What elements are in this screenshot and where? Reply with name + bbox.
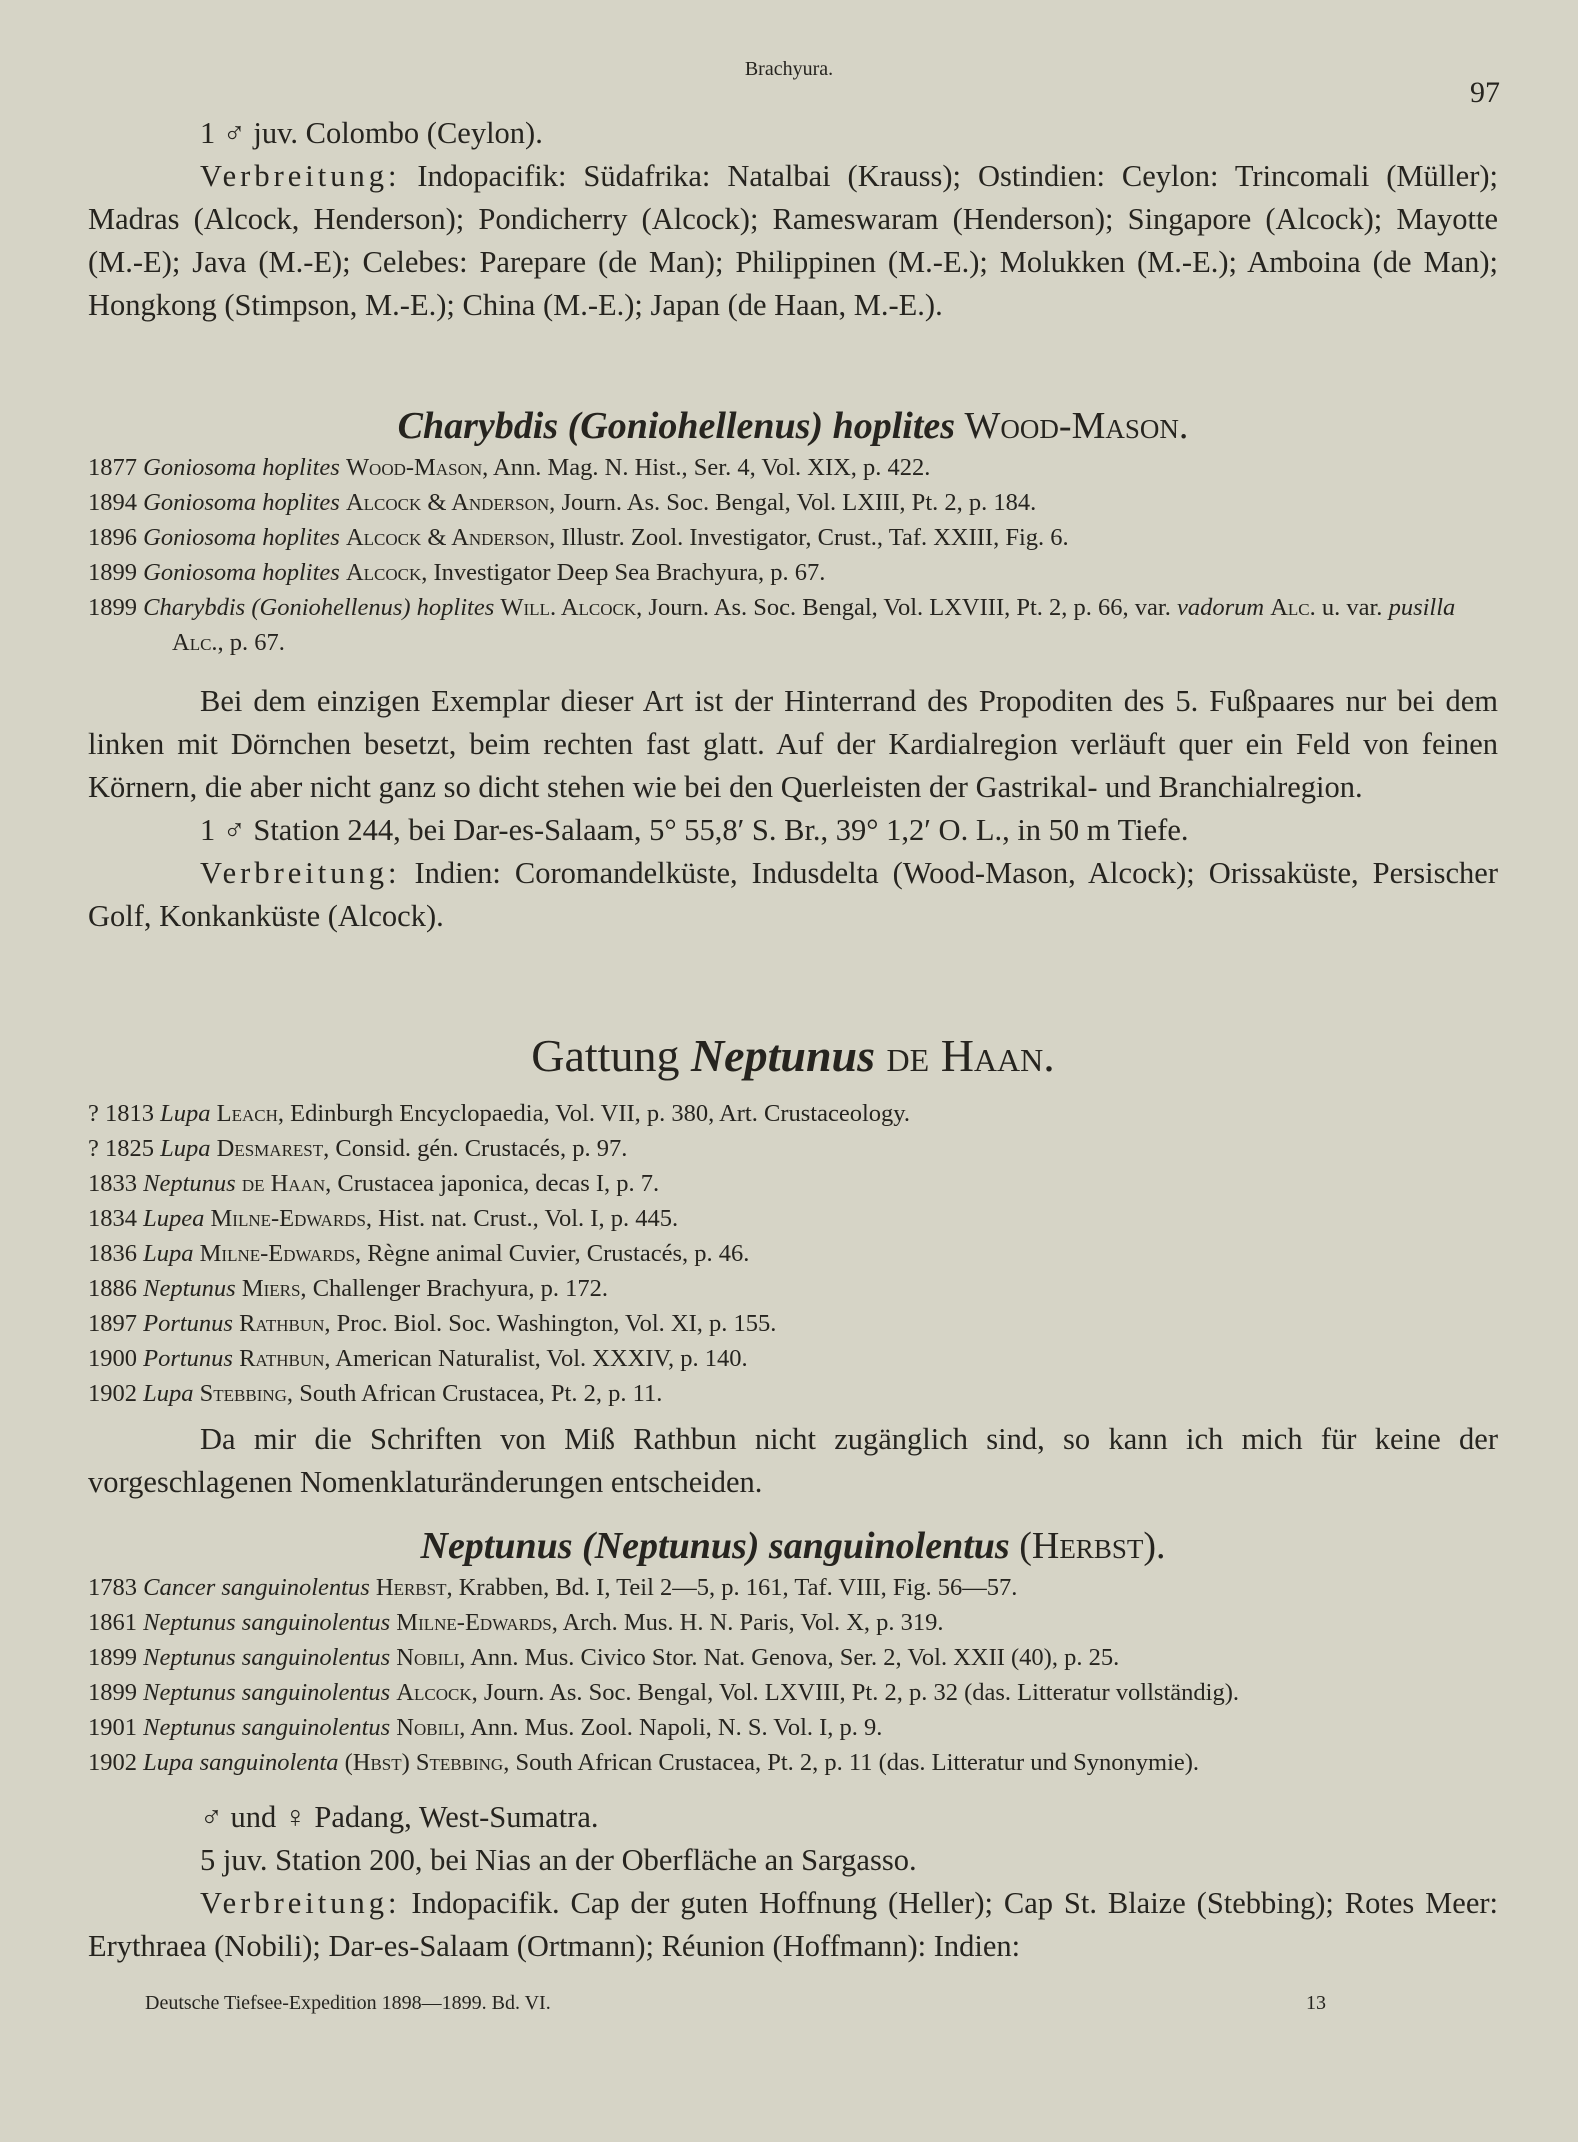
synonymy-entry: 1899 Neptunus sanguinolentus Nobili, Ann. Mus. Civico Stor. Nat. Genova, Ser. 2, Vol. XXII (40), p. 25. <box>88 1644 1120 1671</box>
synonymy-entry: 1902 Lupa sanguinolenta (Hbst) Stebbing, South African Crustacea, Pt. 2, p. 11 (das. Litteratur und Synonymie). <box>88 1749 1200 1776</box>
footer-signature: 13 <box>1306 1992 1326 2014</box>
synonymy-entry: 1886 Neptunus Miers, Challenger Brachyura, p. 172. <box>88 1275 608 1302</box>
synonymy-list <box>88 450 1498 660</box>
distribution-text: Indopacifik. Cap der guten Hoffnung (Heller); Cap St. Blaize (Stebbing); Rotes Meer: Erythraea (Nobili); Dar-es-Salaam (Ortmann); Réunion (Hoffmann): Indien: <box>88 1886 1498 1963</box>
synonymy-entry: 1899 Goniosoma hoplites Alcock, Investigator Deep Sea Brachyura, p. 67. <box>88 559 826 586</box>
specimen-line: 1 ♂ juv. Colombo (Ceylon). <box>200 116 543 150</box>
distribution-text: Indien: Coromandelküste, Indusdelta (Wood-Mason, Alcock); Orissaküste, Persischer Golf, Konkanküste (Alcock). <box>88 856 1499 933</box>
synonymy-entry: 1833 Neptunus de Haan, Crustacea japonica, decas I, p. 7. <box>88 1170 660 1197</box>
distribution-label: Verbreitung: <box>200 159 401 193</box>
synonymy-entry: 1877 Goniosoma hoplites Wood-Mason, Ann. Mag. N. Hist., Ser. 4, Vol. XIX, p. 422. <box>88 454 931 481</box>
specimen-line: 5 juv. Station 200, bei Nias an der Oberfläche an Sargasso. <box>200 1843 917 1877</box>
species-specimens-block <box>88 1796 1498 1968</box>
species-description-block <box>88 680 1498 938</box>
synonymy-entry: 1899 Neptunus sanguinolentus Alcock, Journ. As. Soc. Bengal, Vol. LXVIII, Pt. 2, p. 32 (das. Litteratur vollständig). <box>88 1679 1239 1706</box>
synonymy-entry: ? 1825 Lupa Desmarest, Consid. gén. Crustacés, p. 97. <box>88 1135 628 1162</box>
species-heading <box>88 400 1498 452</box>
synonymy-entry: 1897 Portunus Rathbun, Proc. Biol. Soc. Washington, Vol. XI, p. 155. <box>88 1310 777 1337</box>
distribution-paragraph <box>88 1882 1498 1968</box>
genus-name: Neptunus <box>690 1030 876 1081</box>
distribution-paragraph <box>88 155 1498 327</box>
specimen-line: ♂ und ♀ Padang, West-Sumatra. <box>200 1800 599 1834</box>
synonymy-entry: 1861 Neptunus sanguinolentus Milne-Edwards, Arch. Mus. H. N. Paris, Vol. X, p. 319. <box>88 1609 944 1636</box>
synonymy-entry: 1836 Lupa Milne-Edwards, Règne animal Cuvier, Crustacés, p. 46. <box>88 1240 750 1267</box>
synonymy-entry: 1783 Cancer sanguinolentus Herbst, Krabben, Bd. I, Teil 2—5, p. 161, Taf. VIII, Fig. 56—57. <box>88 1574 1018 1601</box>
species-author: (Herbst). <box>1019 1525 1166 1567</box>
genus-author: de Haan. <box>886 1030 1055 1081</box>
synonymy-entry: 1896 Goniosoma hoplites Alcock & Anderson, Illustr. Zool. Investigator, Crust., Taf. XXIII, Fig. 6. <box>88 524 1069 551</box>
section-previous-species <box>88 112 1498 327</box>
genus-note: Da mir die Schriften von Miß Rathbun nicht zugänglich sind, so kann ich mich für keine der vorgeschlagenen Nomenklaturänderungen entscheiden. <box>88 1422 1498 1499</box>
genus-note-block <box>88 1418 1498 1504</box>
distribution-paragraph <box>88 852 1498 938</box>
station-line: 1 ♂ Station 244, bei Dar-es-Salaam, 5° 55,8′ S. Br., 39° 1,2′ O. L., in 50 m Tiefe. <box>200 813 1189 847</box>
synonymy-entry: 1899 Charybdis (Goniohellenus) hoplites Will. Alcock, Journ. As. Soc. Bengal, Vol. LXVIII, Pt. 2, p. 66, var. vadorum Alc. u. var. pusilla Alc., p. 67. <box>88 594 1456 656</box>
species-neptunus-block <box>88 1520 1498 1572</box>
genus-heading <box>88 1026 1498 1086</box>
synonymy-entry: 1902 Lupa Stebbing, South African Crustacea, Pt. 2, p. 11. <box>88 1380 663 1407</box>
synonymy-entry: 1834 Lupea Milne-Edwards, Hist. nat. Crust., Vol. I, p. 445. <box>88 1205 679 1232</box>
synonymy-entry: 1894 Goniosoma hoplites Alcock & Anderson, Journ. As. Soc. Bengal, Vol. LXIII, Pt. 2, p. 184. <box>88 489 1037 516</box>
distribution-label: Verbreitung: <box>200 856 401 890</box>
description-paragraph: Bei dem einzigen Exemplar dieser Art ist der Hinterrand des Propoditen des 5. Fußpaares nur bei dem linken mit Dörnchen besetzt, beim rechten fast glatt. Auf der Kardialregion verläuft quer ein Feld von feinen Körnern, die aber nicht ganz so dicht stehen wie bei den Querleisten der Gastrikal- und Branchialregion. <box>88 684 1498 804</box>
species-name: Charybdis (Goniohellenus) hoplites <box>397 405 956 447</box>
synonymy-list <box>88 1570 1498 1780</box>
synonymy-entry: 1901 Neptunus sanguinolentus Nobili, Ann. Mus. Zool. Napoli, N. S. Vol. I, p. 9. <box>88 1714 883 1741</box>
genus-label: Gattung <box>531 1030 680 1081</box>
synonymy-entry: 1900 Portunus Rathbun, American Naturalist, Vol. XXXIV, p. 140. <box>88 1345 748 1372</box>
synonymy-entry: ? 1813 Lupa Leach, Edinburgh Encyclopaedia, Vol. VII, p. 380, Art. Crustaceology. <box>88 1100 911 1127</box>
species-name: Neptunus (Neptunus) sanguinolentus <box>420 1525 1010 1567</box>
genus-synonymy-list <box>88 1096 1498 1411</box>
species-heading <box>88 1520 1498 1572</box>
species-author: Wood-Mason. <box>964 405 1189 447</box>
footer-publication: Deutsche Tiefsee-Expedition 1898—1899. Bd. VI. <box>145 1992 551 2014</box>
distribution-text: Indopacifik: Südafrika: Natalbai (Krauss); Ostindien: Ceylon: Trincomali (Müller); Madras (Alcock, Henderson); Pondicherry (Alcock); Rameswaram (Henderson); Singapore (Alcock); Mayotte (M.-E); Java (M.-E); Celebes: Parepare (de Man); Philippinen (M.-E.); Molukken (M.-E.); Amboina (de Man); Hongkong (Stimpson, M.-E.); China (M.-E.); Japan (de Haan, M.-E.). <box>88 159 1499 322</box>
running-title: Brachyura. <box>744 58 834 80</box>
genus-heading-block <box>88 1026 1498 1086</box>
distribution-label: Verbreitung: <box>200 1886 401 1920</box>
species-charybdis-block <box>88 400 1498 452</box>
page-number: 97 <box>1470 76 1500 109</box>
